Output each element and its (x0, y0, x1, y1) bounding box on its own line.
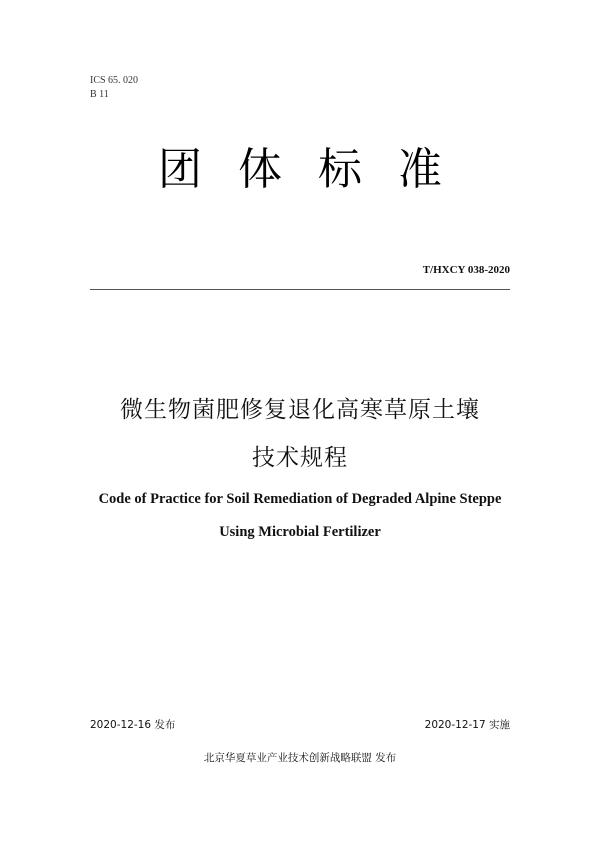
english-title-line-1: Code of Practice for Soil Remediation of Degraded Alpine Steppe (98, 491, 502, 507)
header-divider (90, 289, 510, 290)
english-title-line-2: Using Microbial Fertilizer (219, 524, 381, 540)
issue-date: 2020-12-16 发布 (90, 719, 176, 731)
document-type-char: 准 (398, 144, 442, 195)
implementation-date: 2020-12-17 实施 (424, 719, 510, 731)
standard-number: T/HXCY 038-2020 (422, 264, 510, 276)
chinese-title-line-1: 微生物菌肥修复退化高寒草原土壤 (120, 397, 480, 423)
chinese-title-line-2: 技术规程 (252, 445, 348, 471)
ccs-code: B 11 (90, 89, 109, 100)
document-type-char: 标 (318, 144, 362, 195)
publisher: 北京华夏草业产业技术创新战略联盟 发布 (203, 752, 397, 764)
document-type-char: 体 (238, 144, 282, 195)
document-type-char: 团 (158, 144, 202, 195)
ics-code: ICS 65. 020 (90, 75, 139, 86)
document-type-heading (0, 142, 600, 198)
